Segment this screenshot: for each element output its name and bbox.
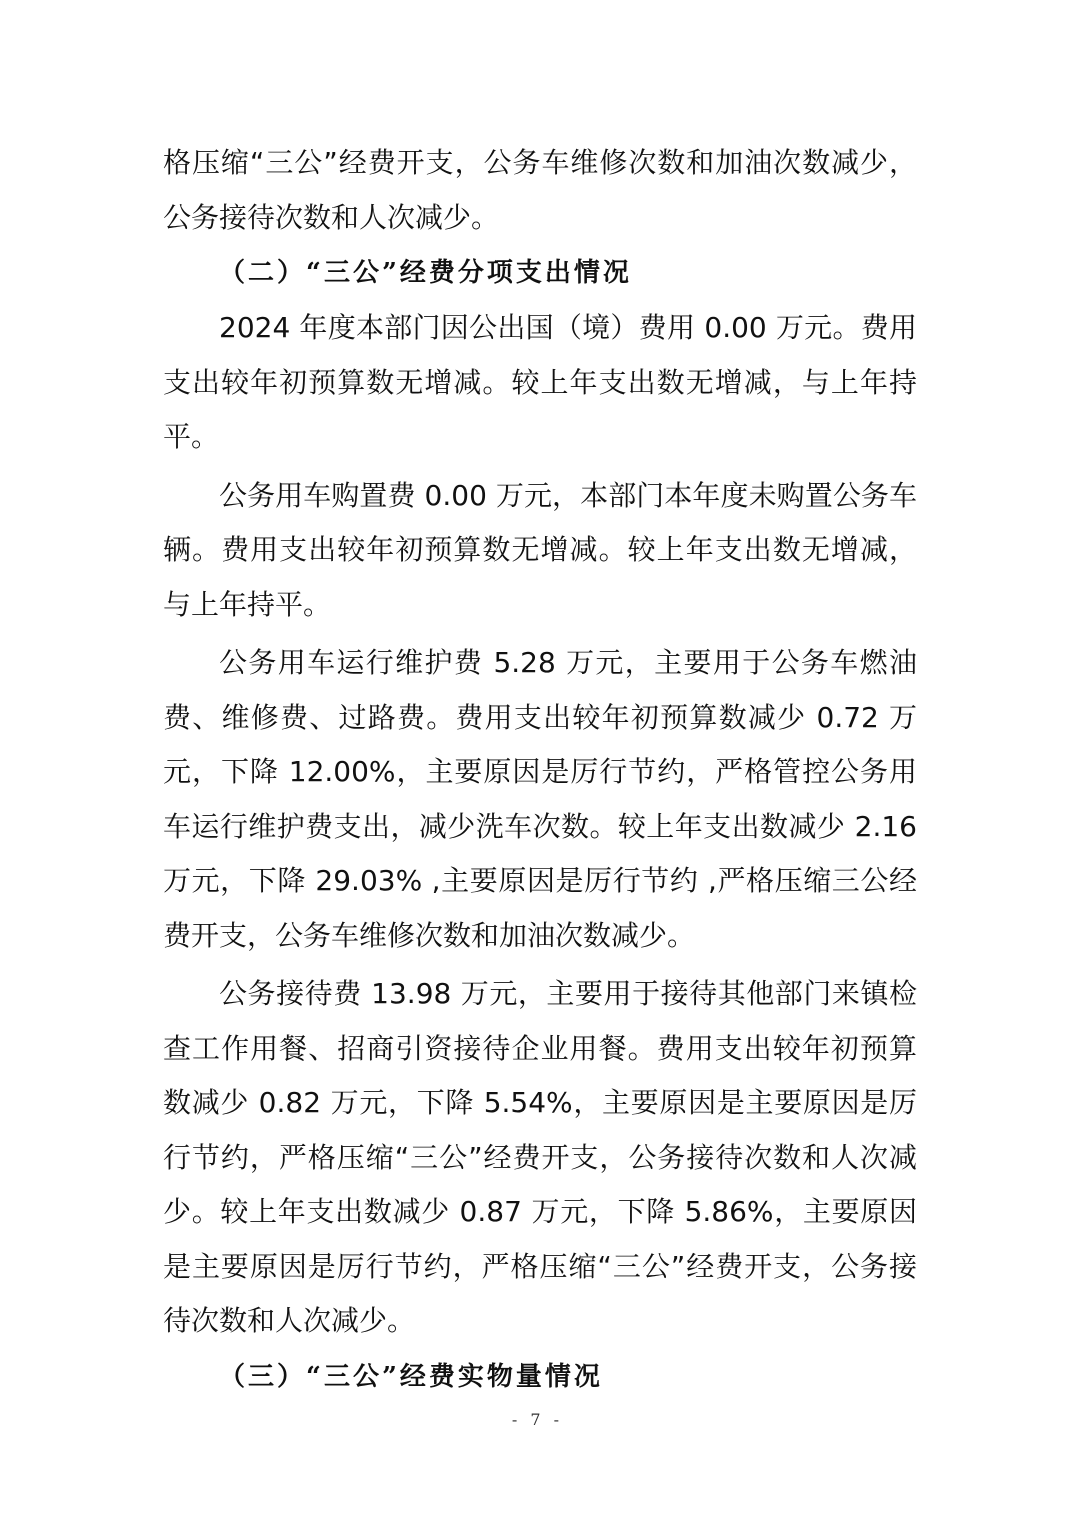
document-body — [163, 136, 917, 1405]
section-heading-3: （三）“三公”经费实物量情况 — [219, 1361, 603, 1392]
page-number: - 7 - — [511, 1410, 564, 1429]
paragraph-continuation: 格压缩“三公”经费开支，公务车维修次数和加油次数减少，公务接待次数和人次减少。 — [163, 146, 917, 234]
paragraph-reception: 公务接待费 13.98 万元，主要用于接待其他部门来镇检查工作用餐、招商引资接待企业用餐。费用支出较年初预算数减少 0.82 万元，下降 5.54%，主要原因是主要原因是厉行节约，严格压缩“三公”经费开支，公务接待次数和人次减少。较上年支出数减少 0.87 万元，下降 5.86%，主要原因是主要原因是厉行节约，严格压缩“三公”经费开支，公务接待次数和人次减少。 — [163, 977, 917, 1337]
paragraph-vehicle-purchase: 公务用车购置费 0.00 万元，本部门本年度未购置公务车辆。费用支出较年初预算数无增减。较上年支出数无增减，与上年持平。 — [163, 478, 917, 621]
section-heading-2: （二）“三公”经费分项支出情况 — [219, 258, 632, 288]
paragraph-overseas-travel: 2024 年度本部门因公出国（境）费用 0.00 万元。费用支出较年初预算数无增减。较上年支出数无增减，与上年持平。 — [163, 311, 917, 453]
paragraph-vehicle-maintenance: 公务用车运行维护费 5.28 万元，主要用于公务车燃油费、维修费、过路费。费用支出较年初预算数减少 0.72 万元，下降 12.00%，主要原因是厉行节约，严格管控公务用车运行维护费支出，减少洗车次数。较上年支出数减少 2.16 万元，下降 29.03% ,主要原因是厉行节约 ,严格压缩三公经费开支，公务车维修次数和加油次数减少。 — [163, 646, 917, 952]
